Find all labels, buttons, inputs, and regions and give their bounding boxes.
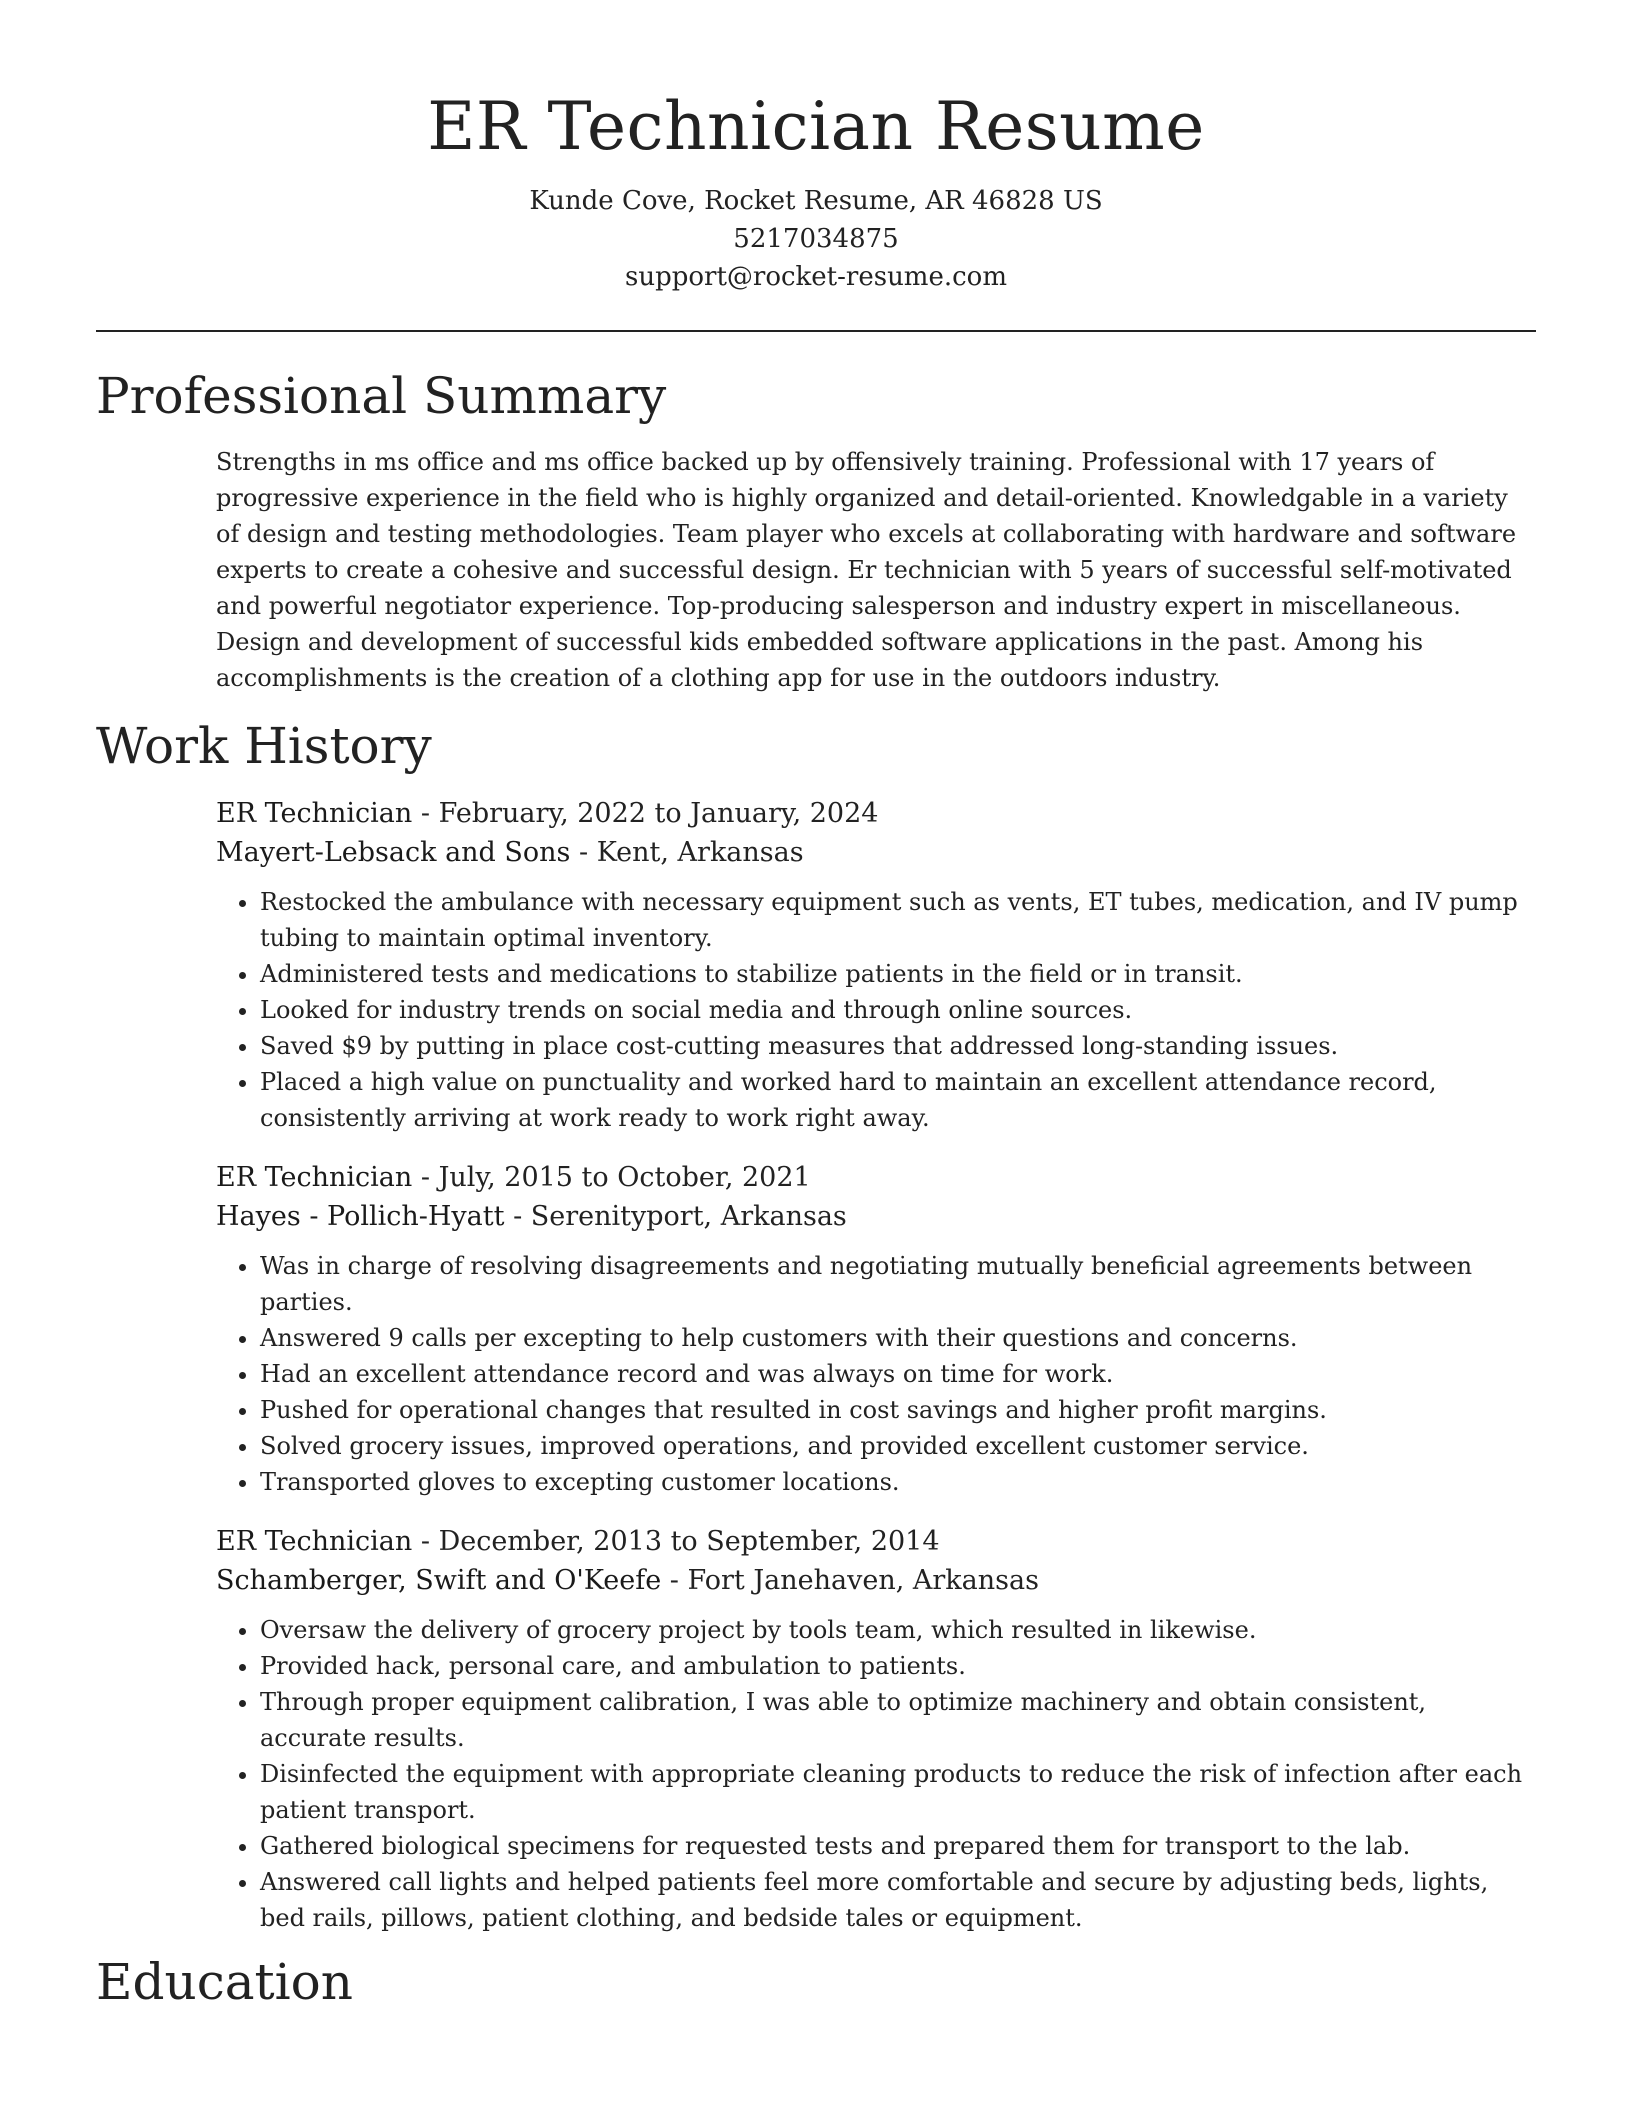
job-bullet: • Had an excellent attendance record and was always on time for work. bbox=[260, 1356, 1536, 1392]
job-bullet: • Looked for industry trends on social media and through online sources. bbox=[260, 992, 1536, 1028]
job-bullet: • Provided hack, personal care, and ambulation to patients. bbox=[260, 1648, 1536, 1684]
job-bullet: • Pushed for operational changes that resulted in cost savings and higher profit margins. bbox=[260, 1392, 1536, 1428]
job-bullets bbox=[216, 1612, 1536, 1936]
job-company-line bbox=[216, 1561, 1536, 1600]
job-bullet: • Placed a high value on punctuality and worked hard to maintain an excellent attendance record, consistently arriving at work ready to work right away. bbox=[260, 1064, 1536, 1136]
job-bullets bbox=[216, 1248, 1536, 1500]
job-bullet: • Restocked the ambulance with necessary equipment such as vents, ET tubes, medication, and IV pump tubing to maintain optimal inventory. bbox=[260, 884, 1536, 956]
job-location: - Fort Janehaven, Arkansas bbox=[661, 1565, 1039, 1596]
contact-info bbox=[96, 182, 1536, 296]
job-bullet: • Saved $9 by putting in place cost-cutting measures that addressed long-standing issues. bbox=[260, 1028, 1536, 1064]
job-list bbox=[216, 794, 1536, 1936]
job-role: ER Technician bbox=[216, 1162, 413, 1193]
job-company-line bbox=[216, 833, 1536, 872]
job-location: - Serenityport, Arkansas bbox=[504, 1201, 847, 1232]
resume-header bbox=[96, 0, 1536, 296]
job-company: Mayert-Lebsack and Sons bbox=[216, 837, 571, 868]
job-role: ER Technician bbox=[216, 1526, 413, 1557]
job-bullet: • Answered 9 calls per excepting to help customers with their questions and concerns. bbox=[260, 1320, 1536, 1356]
job-dates: - February, 2022 to January, 2024 bbox=[412, 798, 879, 829]
job-dates: - December, 2013 to September, 2014 bbox=[412, 1526, 940, 1557]
job-bullet: • Answered call lights and helped patients feel more comfortable and secure by adjusting beds, lights, bed rails, pillows, patient clothing, and bedside tales or equipment. bbox=[260, 1864, 1536, 1936]
job-bullet: • Transported gloves to excepting customer locations. bbox=[260, 1464, 1536, 1500]
job-role: ER Technician bbox=[216, 798, 413, 829]
job-bullets bbox=[216, 884, 1536, 1136]
email-address: support@rocket-resume.com bbox=[624, 262, 1007, 292]
job-bullet: • Oversaw the delivery of grocery project by tools team, which resulted in likewise. bbox=[260, 1612, 1536, 1648]
summary-heading: Professional Summary bbox=[96, 367, 667, 425]
job-title-line bbox=[216, 794, 1536, 833]
job-bullet: • Gathered biological specimens for requested tests and prepared them for transport to the lab. bbox=[260, 1828, 1536, 1864]
phone-number: 5217034875 bbox=[733, 224, 899, 254]
work-history-heading: Work History bbox=[96, 717, 432, 775]
job-location: - Kent, Arkansas bbox=[570, 837, 804, 868]
job-entry bbox=[216, 794, 1536, 1136]
job-title-line bbox=[216, 1522, 1536, 1561]
summary-text: Strengths in ms office and ms office backed up by offensively training. Professional with 17 years of progressive experience in the field who is highly organized and detail-oriented. Knowledgable in a variety of design and testing methodologies. Team player who excels at collaborating with hardware and software experts to create a cohesive and successful design. Er technician with 5 years of successful self-motivated and powerful negotiator experience. Top-producing salesperson and industry expert in miscellaneous. Design and development of successful kids embedded software applications in the past. Among his accomplishments is the creation of a clothing app for use in the outdoors industry. bbox=[216, 448, 1517, 692]
job-bullet: • Administered tests and medications to stabilize patients in the field or in transit. bbox=[260, 956, 1536, 992]
job-dates: - July, 2015 to October, 2021 bbox=[412, 1162, 811, 1193]
job-title-line bbox=[216, 1158, 1536, 1197]
job-company: Schamberger, Swift and O'Keefe bbox=[216, 1565, 662, 1596]
job-bullet: • Was in charge of resolving disagreements and negotiating mutually beneficial agreements between parties. bbox=[260, 1248, 1536, 1320]
education-heading: Education bbox=[96, 1953, 353, 2011]
job-entry bbox=[216, 1522, 1536, 1936]
job-company-line bbox=[216, 1197, 1536, 1236]
address: Kunde Cove, Rocket Resume, AR 46828 US bbox=[529, 186, 1103, 216]
job-entry bbox=[216, 1158, 1536, 1500]
header-divider bbox=[96, 330, 1536, 332]
resume-title: ER Technician Resume bbox=[427, 88, 1205, 165]
resume-page bbox=[96, 0, 1536, 2012]
job-company: Hayes - Pollich-Hyatt bbox=[216, 1201, 505, 1232]
job-bullet: • Solved grocery issues, improved operations, and provided excellent customer service. bbox=[260, 1428, 1536, 1464]
job-bullet: • Disinfected the equipment with appropriate cleaning products to reduce the risk of infection after each patient transport. bbox=[260, 1756, 1536, 1828]
job-bullet: • Through proper equipment calibration, I was able to optimize machinery and obtain consistent, accurate results. bbox=[260, 1684, 1536, 1756]
